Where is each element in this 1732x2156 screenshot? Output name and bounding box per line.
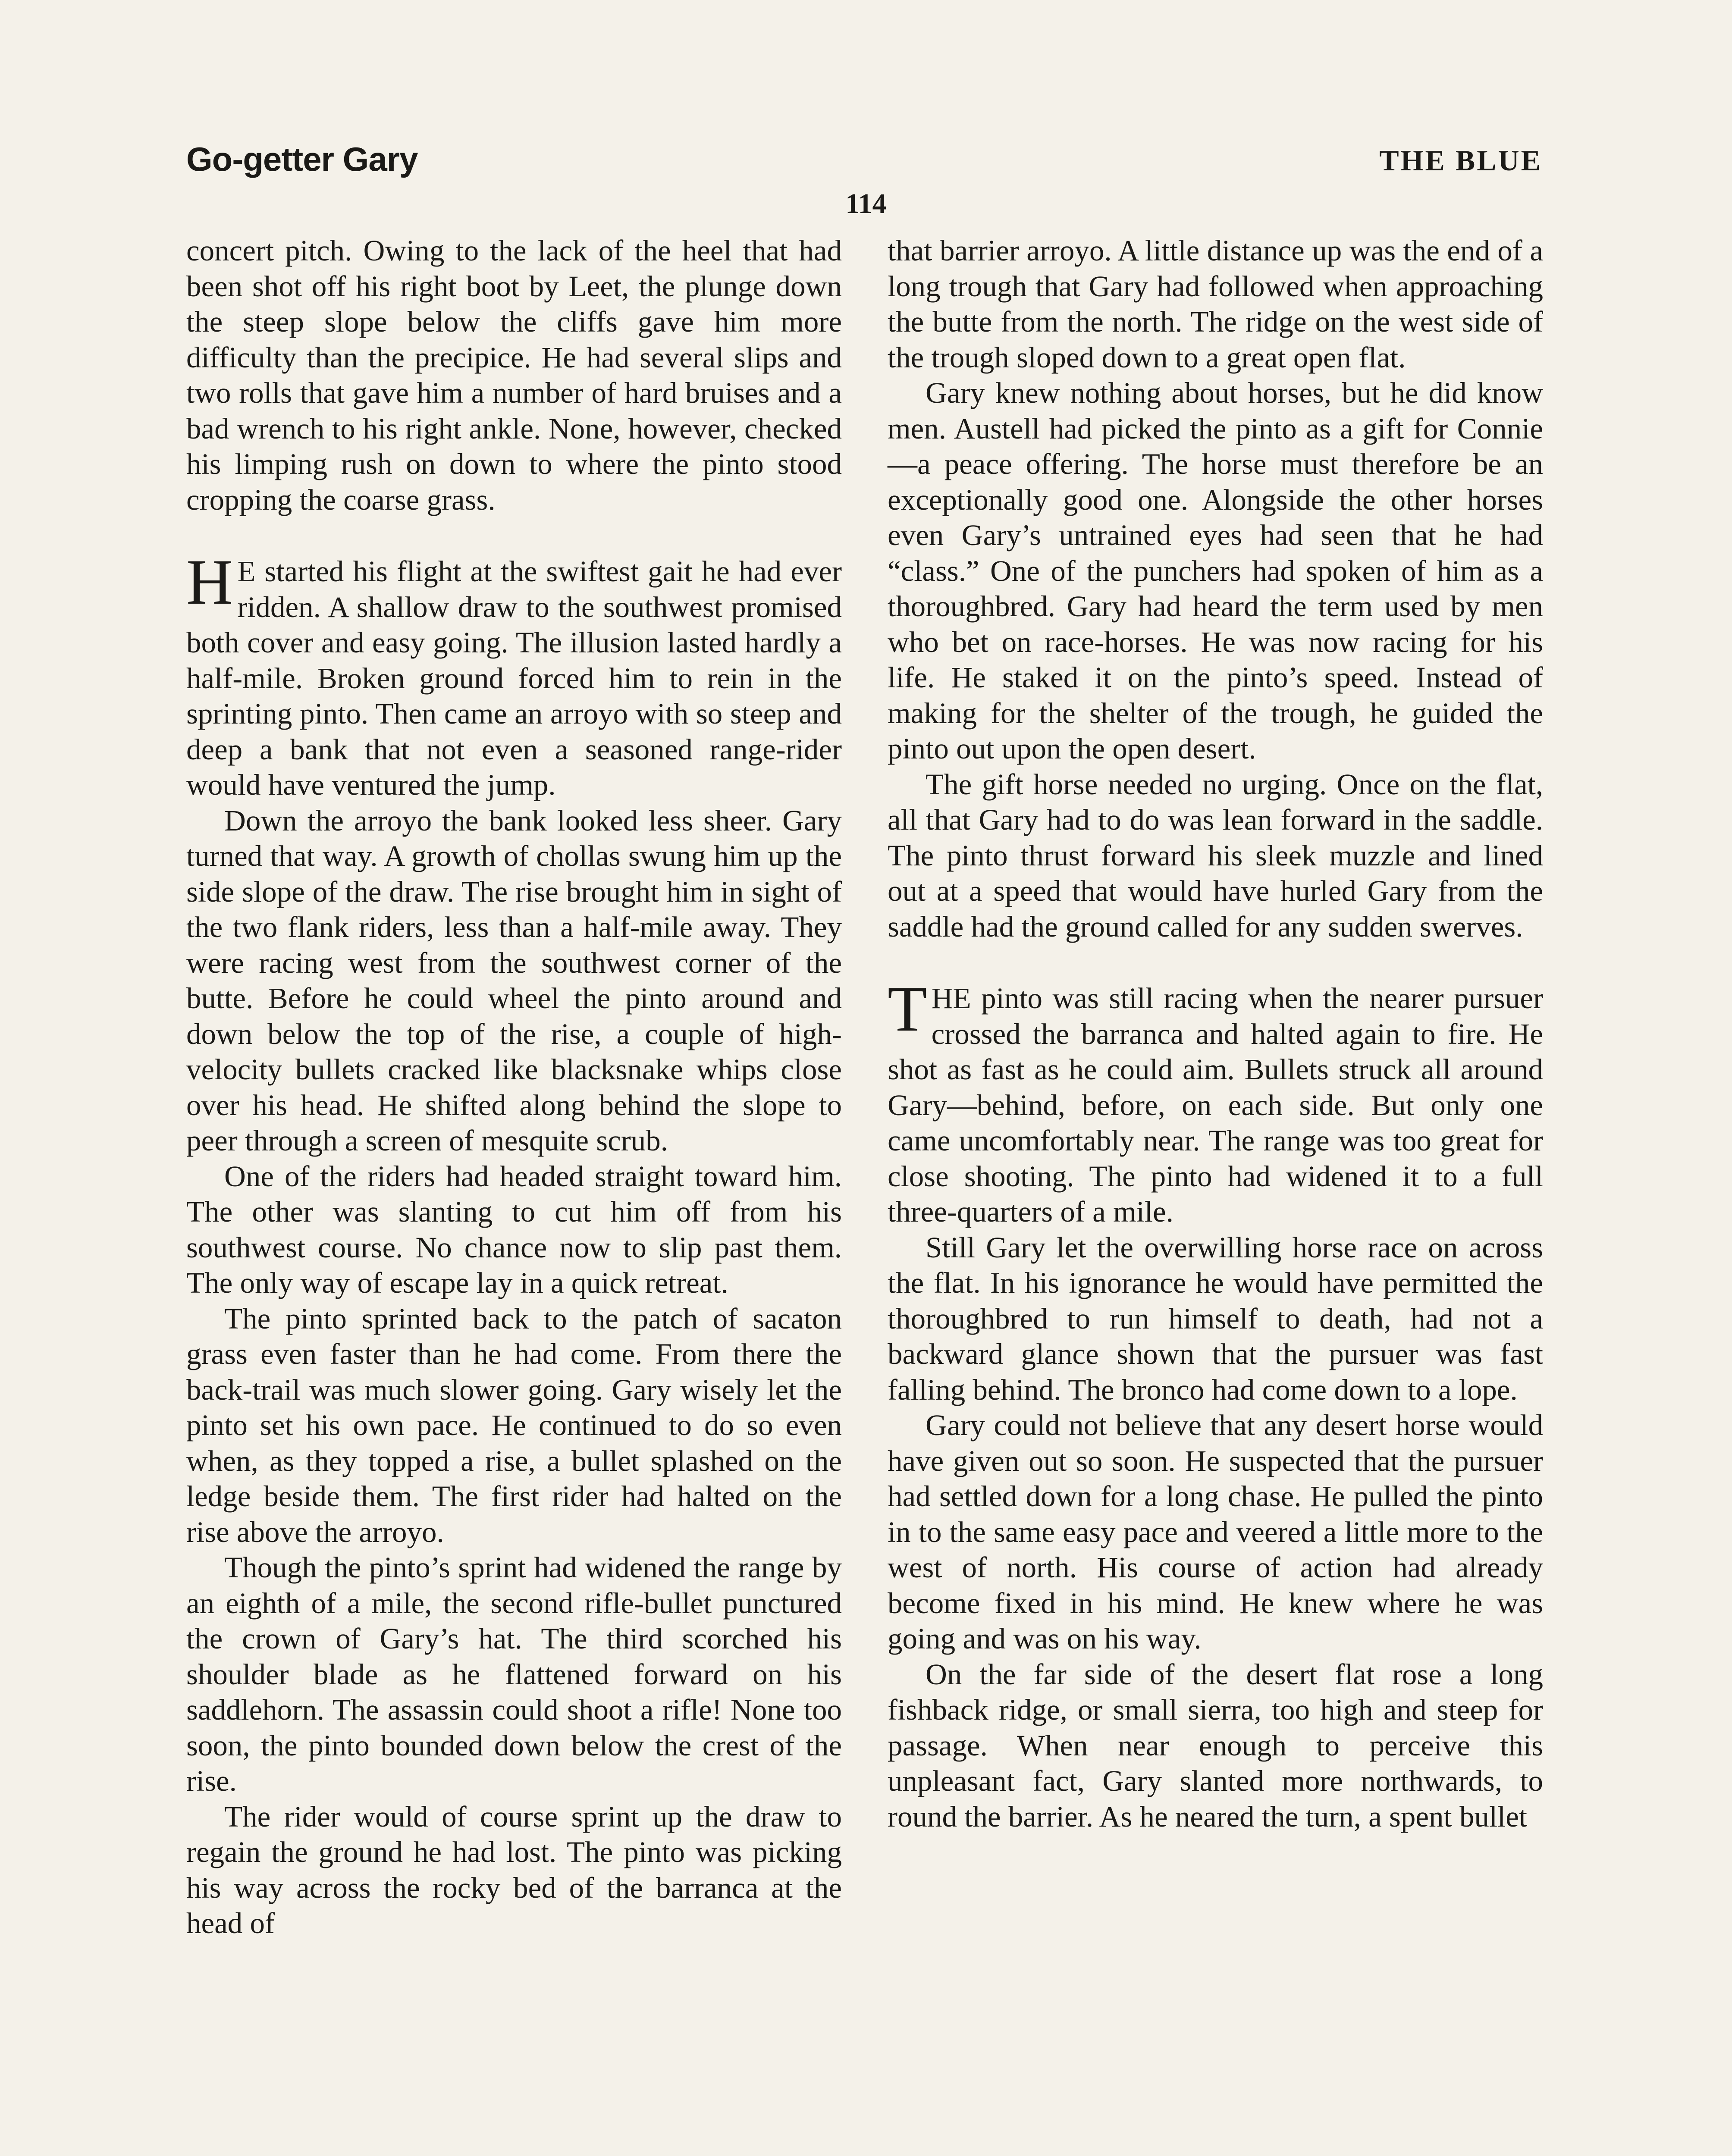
paragraph-section-start: H E started his flight at the swiftest gait he had ever ridden. A shallow draw to the southwest promised both cover and easy going. The illusion lasted hardly a half-mile. Broken ground forced him to rein in the sprinting pinto. Then came an arroyo with so steep and deep a bank that not even a seasoned range-rider would have ventured the jump. [186, 546, 842, 801]
drop-cap: H [186, 546, 233, 618]
left-column [186, 233, 842, 1941]
magazine-title: THE BLUE [1379, 144, 1542, 177]
paragraph: The rider would of course sprint up the draw to regain the ground he had lost. The pinto was picking his way across the rocky bed of the barranca at the head of [186, 1800, 842, 1940]
paragraph: Gary could not believe that any desert horse would have given out so soon. He suspected that the pursuer had settled down for a long chase. He pulled the pinto in to the same easy pace and veered a little more to the west of north. His course of action had already become fixed in his mind. He knew where he was going and was on his way. [888, 1409, 1543, 1655]
paragraph: Still Gary let the overwilling horse race on across the flat. In his ignorance he would have permitted the thoroughbred to run himself to death, had not a backward glance shown that the pursuer was fast falling behind. The bronco had come down to a lope. [888, 1231, 1543, 1406]
paragraph: One of the riders had headed straight toward him. The other was slanting to cut him off from his southwest course. No chance now to slip past them. The only way of escape lay in a quick retreat. [186, 1159, 842, 1299]
paragraph: The gift horse needed no urging. Once on the flat, all that Gary had to do was lean forward in the saddle. The pinto thrust forward his sleek muzzle and lined out at a speed that would have hurled Gary from the saddle had the ground called for any sudden swerves. [888, 768, 1543, 943]
paragraph-section-start: THE pinto was still racing when the nearer pursuer crossed the barranca and halted again to fire. He shot as fast as he could aim. Bullets struck all around Gary—behind, before, on each side. But only one came uncomfortably near. The range was too great for close shooting. The pinto had widened it to a full three-quarters of a mile. [888, 973, 1543, 1228]
paragraph: concert pitch. Owing to the lack of the heel that had been shot off his right boot by Leet, the plunge down the steep slope below the cliffs gave him more difficulty than the precipice. He had several slips and two rolls that gave him a number of hard bruises and a bad wrench to his right ankle. None, however, checked his limping rush on down to where the pinto stood cropping the coarse grass. [186, 234, 842, 516]
story-title: Go-getter Gary [186, 140, 418, 178]
paragraph: Down the arroyo the bank looked less sheer. Gary turned that way. A growth of chollas swung him up the side slope of the draw. The rise brought him in sight of the two flank riders, less than a half-mile away. They were racing west from the southwest corner of the butte. Before he could wheel the pinto around and down below the top of the rise, a couple of high-velocity bullets cracked like blacksnake whips close over his head. He shifted along behind the slope to peer through a screen of mesquite scrub. [186, 804, 842, 1157]
paragraph: The pinto sprinted back to the patch of sacaton grass even faster than he had come. From there the back-trail was much slower going. Gary wisely let the pinto set his own pace. He continued to do so even when, as they topped a rise, a bullet splashed on the ledge beside them. The first rider had halted on the rise above the arroyo. [186, 1302, 842, 1548]
drop-cap: T [888, 973, 927, 1045]
paragraph: that barrier arroyo. A little distance up was the end of a long trough that Gary had followed when approaching the butte from the north. The ridge on the west side of the trough sloped down to a great open flat. [888, 234, 1543, 374]
page-number: 114 [845, 188, 887, 219]
paragraph: Gary knew nothing about horses, but he did know men. Austell had picked the pinto as a gift for Connie—a peace offering. The horse must therefore be an exceptionally good one. Alongside the other horses even Gary’s untrained eyes had seen that he had “class.” One of the punchers had spoken of him as a thoroughbred. Gary had heard the term used by men who bet on race-horses. He was now racing for his life. He staked it on the pinto’s speed. Instead of making for the shelter of the trough, he guided the pinto out upon the open desert. [888, 376, 1543, 765]
paragraph: Though the pinto’s sprint had widened the range by an eighth of a mile, the second rifle-bullet punctured the crown of Gary’s hat. The third scorched his shoulder blade as he flattened forward on his saddlehorn. The assassin could shoot a rifle! None too soon, the pinto bounded down below the crest of the rise. [186, 1551, 842, 1797]
right-column [888, 233, 1543, 1834]
paragraph: On the far side of the desert flat rose a long fishback ridge, or small sierra, too high and steep for passage. When near enough to perceive this unpleasant fact, Gary slanted more northwards, to round the barrier. As he neared the turn, a spent bullet [888, 1658, 1543, 1833]
